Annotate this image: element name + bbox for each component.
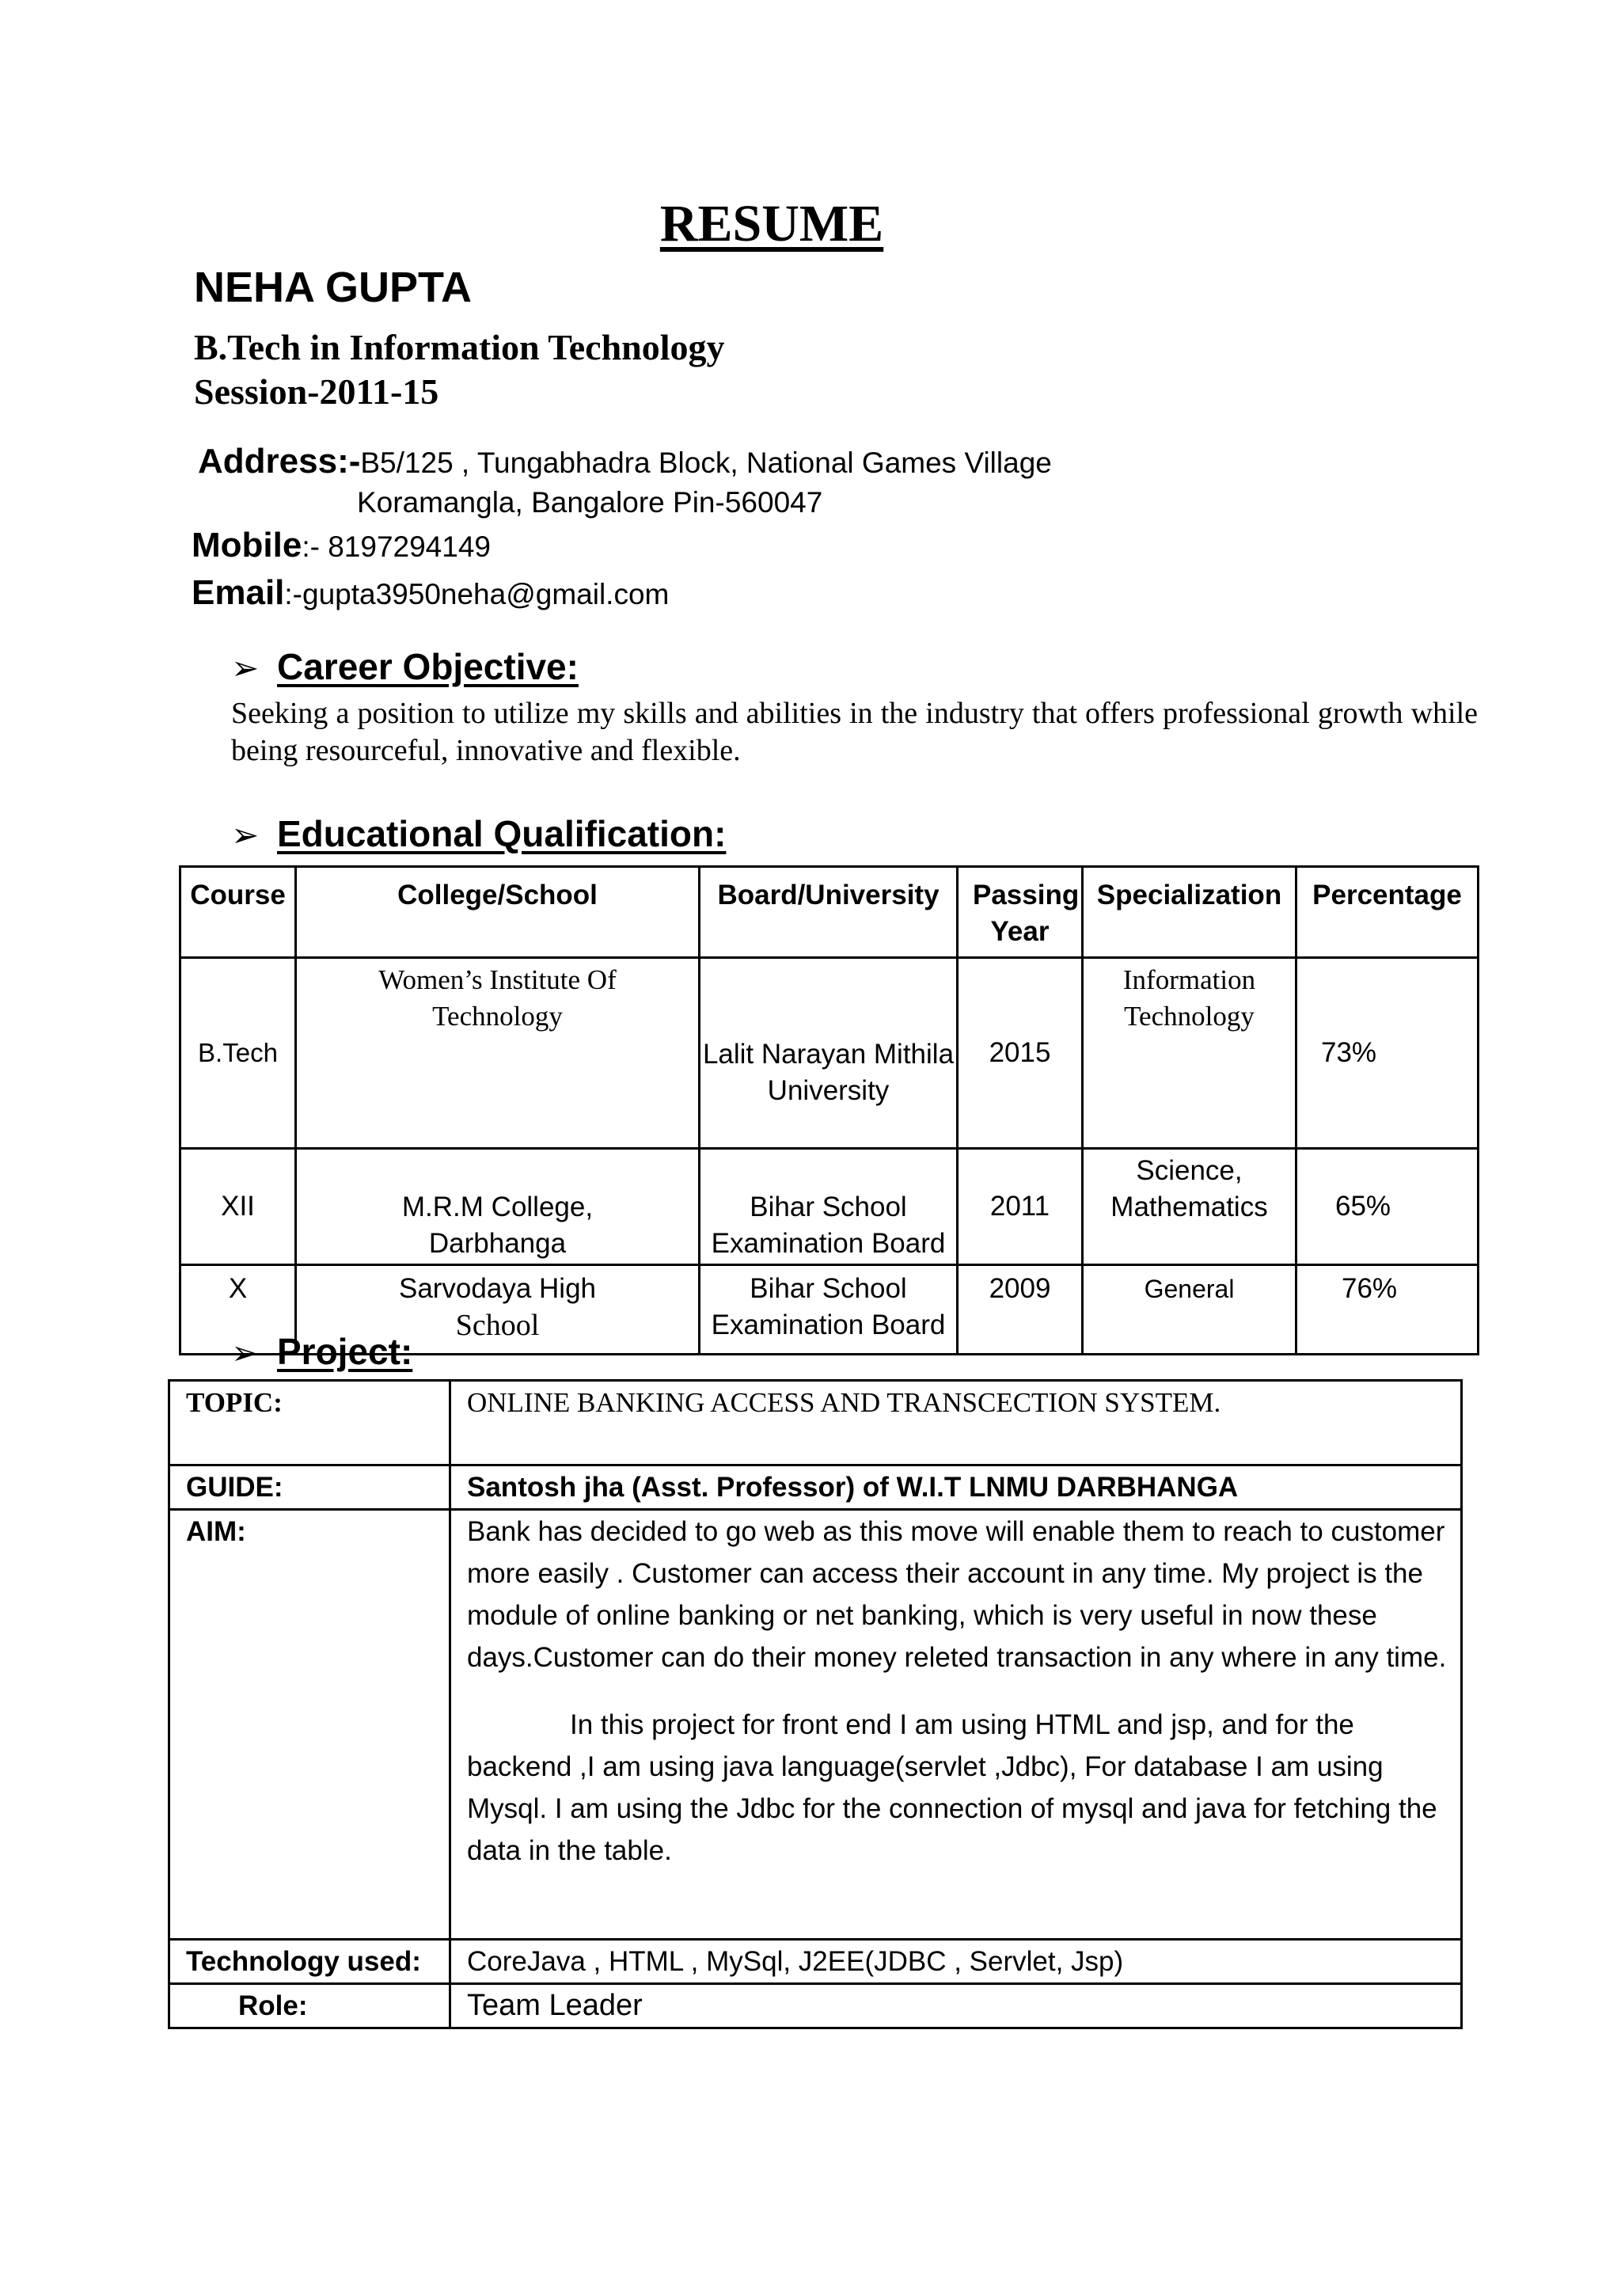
topic-label: TOPIC: bbox=[169, 1381, 450, 1465]
specialization-cell: Science, Mathematics bbox=[1083, 1149, 1296, 1265]
email bbox=[192, 573, 669, 613]
candidate-name: NEHA GUPTA bbox=[194, 264, 472, 311]
education-header-row bbox=[180, 867, 1479, 958]
email-label: Email bbox=[192, 573, 285, 612]
college-cell: M.R.M College, Darbhanga bbox=[296, 1149, 700, 1265]
board-cell: Bihar School Examination Board bbox=[700, 1265, 958, 1355]
college-line-2: School bbox=[455, 1309, 540, 1342]
session: Session-2011-15 bbox=[194, 371, 439, 412]
table-row bbox=[169, 1940, 1462, 1984]
address-line-2: Koramangla, Bangalore Pin-560047 bbox=[357, 486, 823, 519]
address-label: Address:- bbox=[198, 442, 361, 481]
address bbox=[198, 442, 1052, 481]
career-objective-heading: ➢ Career Objective: bbox=[231, 646, 579, 687]
year-cell: 2009 bbox=[958, 1265, 1083, 1355]
mobile bbox=[192, 526, 491, 565]
col-header: Course bbox=[180, 867, 296, 958]
technology-value: CoreJava , HTML , MySql, J2EE(JDBC , Servlet, Jsp) bbox=[450, 1940, 1462, 1984]
board-cell: Bihar School Examination Board bbox=[700, 1149, 958, 1265]
table-row bbox=[169, 1984, 1462, 2028]
college-cell: Women’s Institute Of Technology bbox=[296, 958, 700, 1149]
address-line-1: B5/125 , Tungabhadra Block, National Games Village bbox=[360, 447, 1052, 479]
percentage-cell: 65% bbox=[1296, 1149, 1479, 1265]
mobile-value: :- 8197294149 bbox=[302, 530, 491, 563]
education-table bbox=[179, 865, 1479, 1355]
board-cell: Lalit Narayan Mithila University bbox=[700, 958, 958, 1149]
table-row bbox=[169, 1510, 1462, 1940]
table-row bbox=[169, 1465, 1462, 1510]
col-header: College/School bbox=[296, 867, 700, 958]
percentage-cell: 73% bbox=[1296, 958, 1479, 1149]
guide-label: GUIDE: bbox=[169, 1465, 450, 1510]
aim-value bbox=[450, 1510, 1462, 1940]
year-cell: 2011 bbox=[958, 1149, 1083, 1265]
course-cell: B.Tech bbox=[180, 958, 296, 1149]
degree: B.Tech in Information Technology bbox=[194, 327, 725, 367]
col-header: Passing Year bbox=[958, 867, 1083, 958]
table-row bbox=[169, 1381, 1462, 1465]
col-header: Specialization bbox=[1083, 867, 1296, 958]
project-heading: ➢ Project: bbox=[231, 1331, 413, 1372]
role-value: Team Leader bbox=[450, 1984, 1462, 2028]
arrow-bullet-icon: ➢ bbox=[231, 1334, 260, 1371]
aim-label: AIM: bbox=[169, 1510, 450, 1940]
specialization-cell: Information Technology bbox=[1083, 958, 1296, 1149]
year-cell: 2015 bbox=[958, 958, 1083, 1149]
table-row bbox=[180, 1149, 1479, 1265]
college-line-1: Sarvodaya High bbox=[398, 1273, 597, 1304]
arrow-bullet-icon: ➢ bbox=[231, 649, 260, 686]
role-label: Role: bbox=[169, 1984, 450, 2028]
arrow-bullet-icon: ➢ bbox=[231, 816, 260, 853]
course-cell: XII bbox=[180, 1149, 296, 1265]
mobile-label: Mobile bbox=[192, 526, 302, 564]
course-cell: X bbox=[180, 1265, 296, 1355]
col-header: Percentage bbox=[1296, 867, 1479, 958]
email-value: :-gupta3950neha@gmail.com bbox=[284, 578, 670, 610]
project-table bbox=[168, 1379, 1463, 2029]
aim-paragraph-2: In this project for front end I am using HTML and jsp, and for the backend ,I am using java language(servlet ,Jdbc), For database I am using Mysql. I am using the Jdbc for the connection of mysql and java for fetching the data in the table. bbox=[467, 1709, 1437, 1866]
specialization-cell: General bbox=[1083, 1265, 1296, 1355]
table-row bbox=[180, 958, 1479, 1149]
technology-label: Technology used: bbox=[169, 1940, 450, 1984]
education-heading: ➢ Educational Qualification: bbox=[231, 813, 727, 854]
career-objective-text: Seeking a position to utilize my skills and abilities in the industry that offers professional growth while being resourceful, innovative and flexible. bbox=[231, 697, 1478, 767]
guide-value: Santosh jha (Asst. Professor) of W.I.T LNMU DARBHANGA bbox=[450, 1465, 1462, 1510]
col-header: Board/University bbox=[700, 867, 958, 958]
topic-value: ONLINE BANKING ACCESS AND TRANSCECTION SYSTEM. bbox=[450, 1381, 1462, 1465]
aim-paragraph-1: Bank has decided to go web as this move will enable them to reach to customer more easily . Customer can access their account in any time. My project is the module of online banking or net banking, which is very useful in now these days.Customer can do their money releted transaction in any where in any time. bbox=[467, 1516, 1447, 1673]
resume-title: RESUME bbox=[659, 195, 884, 253]
percentage-cell: 76% bbox=[1296, 1265, 1479, 1355]
